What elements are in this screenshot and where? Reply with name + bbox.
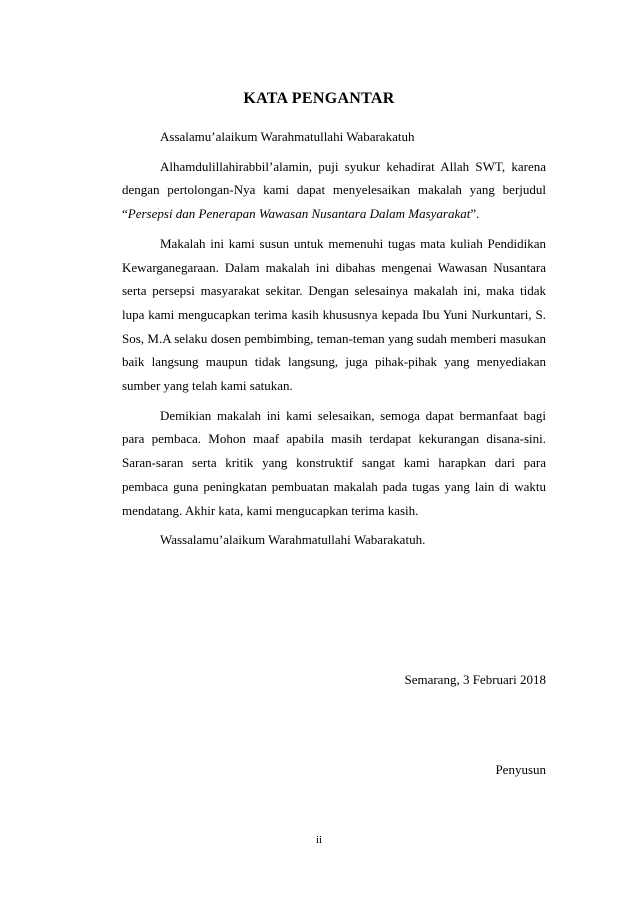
paragraph-purpose: Makalah ini kami susun untuk memenuhi tugas mata kuliah Pendidikan Kewarganegaraan. Dalam makalah ini dibahas mengenai Wawasan Nusantara serta persepsi masyarakat sekitar. Dengan selesainya makalah ini, maka tidak lupa kami mengucapkan terima kasih khususnya kepada Ibu Yuni Nurkuntari, S. Sos, M.A selaku dosen pembimbing, teman-teman yang sudah memberi masukan baik langsung maupun tidak langsung, juga pihak-pihak yang menyediakan sumber yang telah kami satukan. xyxy=(122,235,546,394)
paragraph-gratitude-text: Alhamdulillahirabbil’alamin, puji syukur kehadirat Allah SWT, karena dengan pertolongan-Nya kami dapat menyelesaikan makalah yang berjudul “ xyxy=(122,158,546,222)
closing-greeting: Wassalamu’alaikum Warahmatullahi Wabarakatuh. xyxy=(160,532,426,548)
opening-greeting: Assalamu’alaikum Warahmatullahi Wabarakatuh xyxy=(160,129,415,144)
body-text xyxy=(122,125,546,558)
paragraph-conclusion: Demikian makalah ini kami selesaikan, semoga dapat bermanfaat bagi para pembaca. Mohon maaf apabila masih terdapat kekurangan disana-sini. Saran-saran serta kritik yang konstruktif sangat kami harapkan dari para pembaca guna peningkatan pembuatan makalah pada tugas yang lain di waktu mendatang. Akhir kata, kami mengucapkan terima kasih. xyxy=(122,407,546,518)
paragraph-gratitude-end: ”. xyxy=(470,206,480,222)
page-title: KATA PENGANTAR xyxy=(243,90,395,107)
page-number: ii xyxy=(315,834,323,846)
place-date: Semarang, 3 Februari 2018 xyxy=(404,672,546,687)
paper-title-italic: Persepsi dan Penerapan Wawasan Nusantara Dalam Masyarakat xyxy=(127,206,471,222)
paragraph-gratitude xyxy=(122,155,546,226)
author-signature: Penyusun xyxy=(495,762,546,777)
